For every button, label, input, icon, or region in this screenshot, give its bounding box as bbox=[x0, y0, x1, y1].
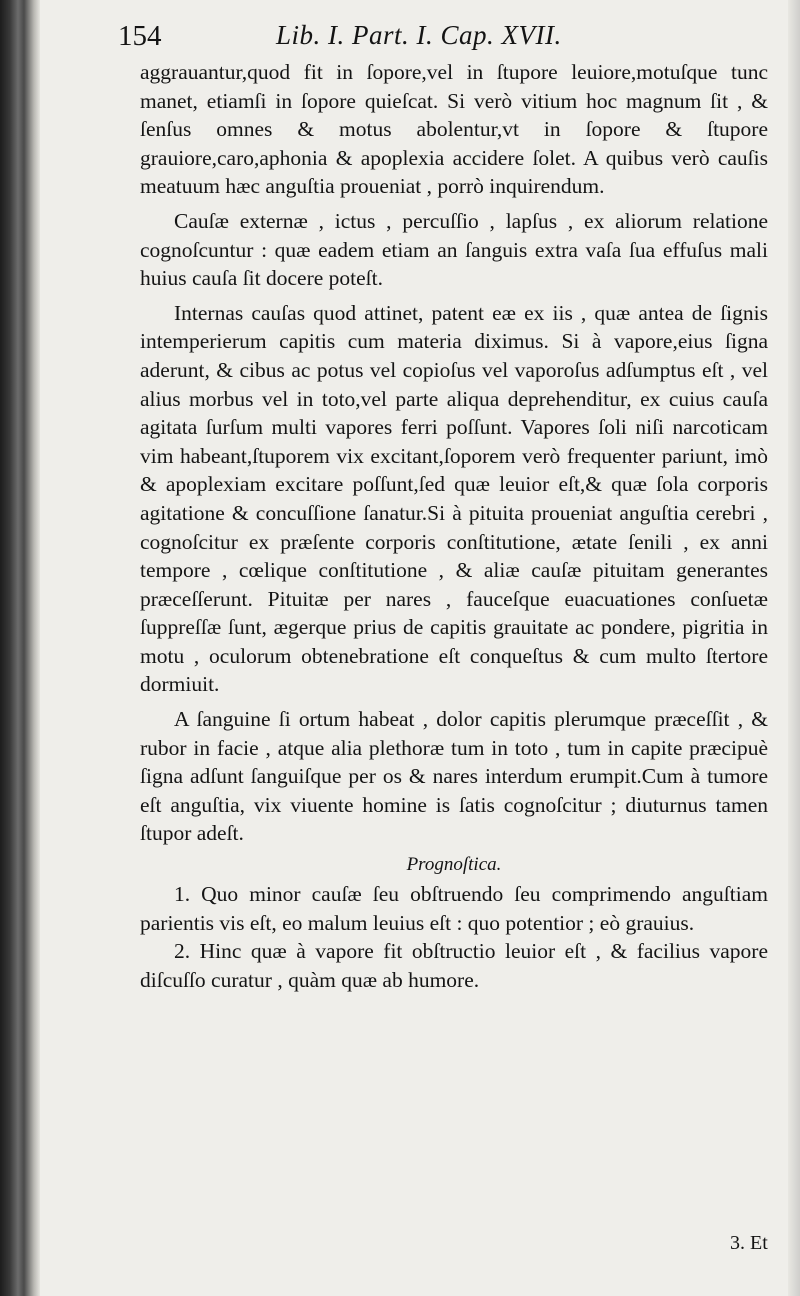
prognostic-item-1: 1. Quo minor cauſæ ſeu obſtruendo ſeu comprimendo anguſtiam parientis vis eſt, eo malum leuius eſt : quo potentior ; eò grauius. bbox=[140, 882, 768, 935]
section-heading-prognostica: Prognoſtica. bbox=[406, 854, 502, 876]
running-head-title: Lib. I. Part. I. Cap. XVII. bbox=[276, 20, 562, 50]
paragraph-continuation: aggrauantur,quod fit in ſopore,vel in ſtupore leuiore,motuſque tunc manet, etiamſi in ſopore quieſcat. Si verò vitium hoc magnum ſit , & ſenſus omnes & motus abolentur,vt in ſopore & ſtupore grauiore,caro,aphonia & apoplexia accidere ſolet. A quibus verò cauſis meatuum hæc anguſtia proueniat , porrò inquirendum. bbox=[140, 60, 768, 199]
prognostic-item-2: 2. Hinc quæ à vapore fit obſtructio leuior eſt , & facilius vapore diſcuſſo curatur , quàm quæ ab humore. bbox=[140, 939, 768, 992]
page-number: 154 bbox=[118, 20, 162, 52]
text-block bbox=[118, 18, 768, 994]
page-edge bbox=[788, 0, 800, 1296]
book-gutter bbox=[0, 0, 40, 1296]
paragraph-causae-externae: Cauſæ externæ , ictus , percuſſio , lapſus , ex aliorum relatione cognoſcuntur : quæ eadem etiam an ſanguis extra vaſa ſua effuſus mali huius cauſa ſit docere poteſt. bbox=[140, 208, 768, 291]
catchword: 3. Et bbox=[730, 1232, 768, 1254]
running-head bbox=[118, 18, 768, 58]
paragraph-internas-causas: Internas cauſas quod attinet, patent eæ ex iis , quæ antea de ſignis intemperierum capitis cum materia diximus. Si à vapore,eius ſigna aderunt, & cibus ac potus vel copioſus vel vaporoſus adſumptus eſt , vel alius morbus vel in toto,vel parte aliqua deprehenditur, ex cuius cauſa agitata ſurſum multi vapores ferri poſſunt. Vapores ſoli niſi narcoticam vim habeant,ſtuporem vix excitant,ſoporem verò frequenter pariunt, imò & apoplexiam excitare poſſunt,ſed quæ leuior eſt,& quæ ſola corporis agitatione & concuſſione ſanatur.Si à pituita proueniat anguſtia cerebri , cognoſcitur ex præſente corporis conſtitutione, ætate ſenili , ex anni tempore , cœlique conſtitutione , & aliæ cauſæ pituitam generantes præceſſerunt. Pituitæ per nares , fauceſque euacuationes conſuetæ ſuppreſſæ ſunt, ægerque prius de capitis grauitate ac pondere, pigritia in motu , oculorum obtenebratione eſt conqueſtus & cum multo ſtertore dormiuit. bbox=[140, 300, 768, 697]
paragraph-a-sanguine: A ſanguine ſi ortum habeat , dolor capitis plerumque præceſſit , & rubor in facie , atque alia plethoræ tum in toto , tum in capite præcipuè ſigna adſunt ſanguiſque per os & nares interdum erumpit.Cum à tumore eſt anguſtia, vix viuente homine is ſatis cognoſcitur ; diuturnus tamen ſtupor adeſt. bbox=[140, 707, 768, 846]
